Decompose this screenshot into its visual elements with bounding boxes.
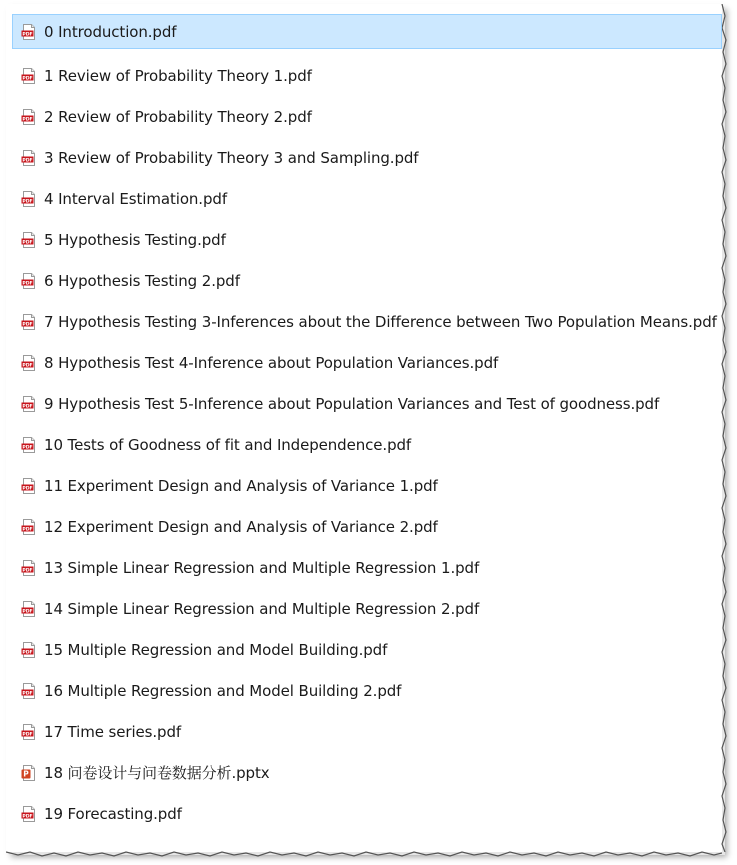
file-name: 19 Forecasting.pdf [44, 804, 182, 823]
svg-text:PDF: PDF [22, 157, 33, 163]
pdf-file-icon [21, 355, 37, 371]
file-list-item[interactable] [12, 178, 722, 219]
file-name: 16 Multiple Regression and Model Building 2.pdf [44, 681, 402, 700]
file-list-item[interactable] [12, 55, 722, 96]
pdf-file-icon [21, 519, 37, 535]
file-name: 7 Hypothesis Testing 3-Inferences about the Difference between Two Population Means.pdf [44, 312, 717, 331]
file-name: 18 问卷设计与问卷数据分析.pptx [44, 764, 270, 782]
file-list [12, 14, 722, 834]
pdf-file-icon [21, 724, 37, 740]
pdf-file-icon [21, 109, 37, 125]
file-list-item[interactable] [12, 793, 722, 834]
file-name: 4 Interval Estimation.pdf [44, 189, 227, 208]
svg-text:PDF: PDF [22, 31, 33, 37]
pdf-file-icon [21, 560, 37, 576]
svg-text:PDF: PDF [22, 649, 33, 655]
pdf-file-icon [21, 232, 37, 248]
pdf-file-icon [21, 24, 37, 40]
file-name: 8 Hypothesis Test 4-Inference about Population Variances.pdf [44, 353, 499, 372]
pdf-file-icon [21, 273, 37, 289]
pdf-file-icon [21, 478, 37, 494]
svg-text:PDF: PDF [22, 813, 33, 819]
file-name: 9 Hypothesis Test 5-Inference about Population Variances and Test of goodness.pdf [44, 394, 660, 413]
pdf-file-icon [21, 68, 37, 84]
file-name: 5 Hypothesis Testing.pdf [44, 230, 226, 249]
file-name: 17 Time series.pdf [44, 722, 182, 741]
file-name: 13 Simple Linear Regression and Multiple Regression 1.pdf [44, 558, 480, 577]
svg-text:PDF: PDF [22, 567, 33, 573]
pdf-file-icon [21, 601, 37, 617]
torn-edge-bottom [6, 850, 722, 858]
file-list-item[interactable] [12, 629, 722, 670]
svg-text:PDF: PDF [22, 444, 33, 450]
file-list-item[interactable] [12, 588, 722, 629]
file-list-item[interactable] [12, 424, 722, 465]
file-name: 2 Review of Probability Theory 2.pdf [44, 107, 312, 126]
file-name: 11 Experiment Design and Analysis of Variance 1.pdf [44, 476, 438, 495]
svg-text:PDF: PDF [22, 362, 33, 368]
file-list-item[interactable] [12, 260, 722, 301]
file-list-item[interactable] [12, 96, 722, 137]
pdf-file-icon [21, 191, 37, 207]
file-list-window [6, 4, 722, 852]
file-list-item[interactable] [12, 342, 722, 383]
pdf-file-icon [21, 437, 37, 453]
file-name: 14 Simple Linear Regression and Multiple Regression 2.pdf [44, 599, 480, 618]
svg-text:PDF: PDF [22, 116, 33, 122]
pdf-file-icon [21, 314, 37, 330]
file-list-item[interactable] [12, 14, 722, 49]
file-list-item[interactable] [12, 301, 722, 342]
pptx-file-icon [21, 765, 37, 781]
file-list-item[interactable] [12, 752, 722, 793]
svg-text:PDF: PDF [22, 198, 33, 204]
file-name: 10 Tests of Goodness of fit and Independence.pdf [44, 435, 412, 454]
pdf-file-icon [21, 150, 37, 166]
file-name: 3 Review of Probability Theory 3 and Sampling.pdf [44, 148, 419, 167]
file-list-item[interactable] [12, 219, 722, 260]
file-list-item[interactable] [12, 137, 722, 178]
file-list-item[interactable] [12, 383, 722, 424]
pdf-file-icon [21, 642, 37, 658]
svg-text:PDF: PDF [22, 526, 33, 532]
svg-text:PDF: PDF [22, 485, 33, 491]
svg-text:P: P [23, 769, 29, 779]
svg-text:PDF: PDF [22, 731, 33, 737]
svg-text:PDF: PDF [22, 280, 33, 286]
svg-text:PDF: PDF [22, 608, 33, 614]
file-list-item[interactable] [12, 465, 722, 506]
file-name: 15 Multiple Regression and Model Building.pdf [44, 640, 388, 659]
file-name: 0 Introduction.pdf [44, 22, 177, 41]
file-name: 12 Experiment Design and Analysis of Variance 2.pdf [44, 517, 438, 536]
file-list-item[interactable] [12, 547, 722, 588]
file-list-item[interactable] [12, 711, 722, 752]
svg-text:PDF: PDF [22, 690, 33, 696]
file-list-item[interactable] [12, 506, 722, 547]
file-name: 1 Review of Probability Theory 1.pdf [44, 66, 312, 85]
pdf-file-icon [21, 806, 37, 822]
file-list-item[interactable] [12, 670, 722, 711]
pdf-file-icon [21, 683, 37, 699]
file-name: 6 Hypothesis Testing 2.pdf [44, 271, 240, 290]
svg-text:PDF: PDF [22, 321, 33, 327]
svg-text:PDF: PDF [22, 75, 33, 81]
svg-text:PDF: PDF [22, 239, 33, 245]
svg-text:PDF: PDF [22, 403, 33, 409]
pdf-file-icon [21, 396, 37, 412]
